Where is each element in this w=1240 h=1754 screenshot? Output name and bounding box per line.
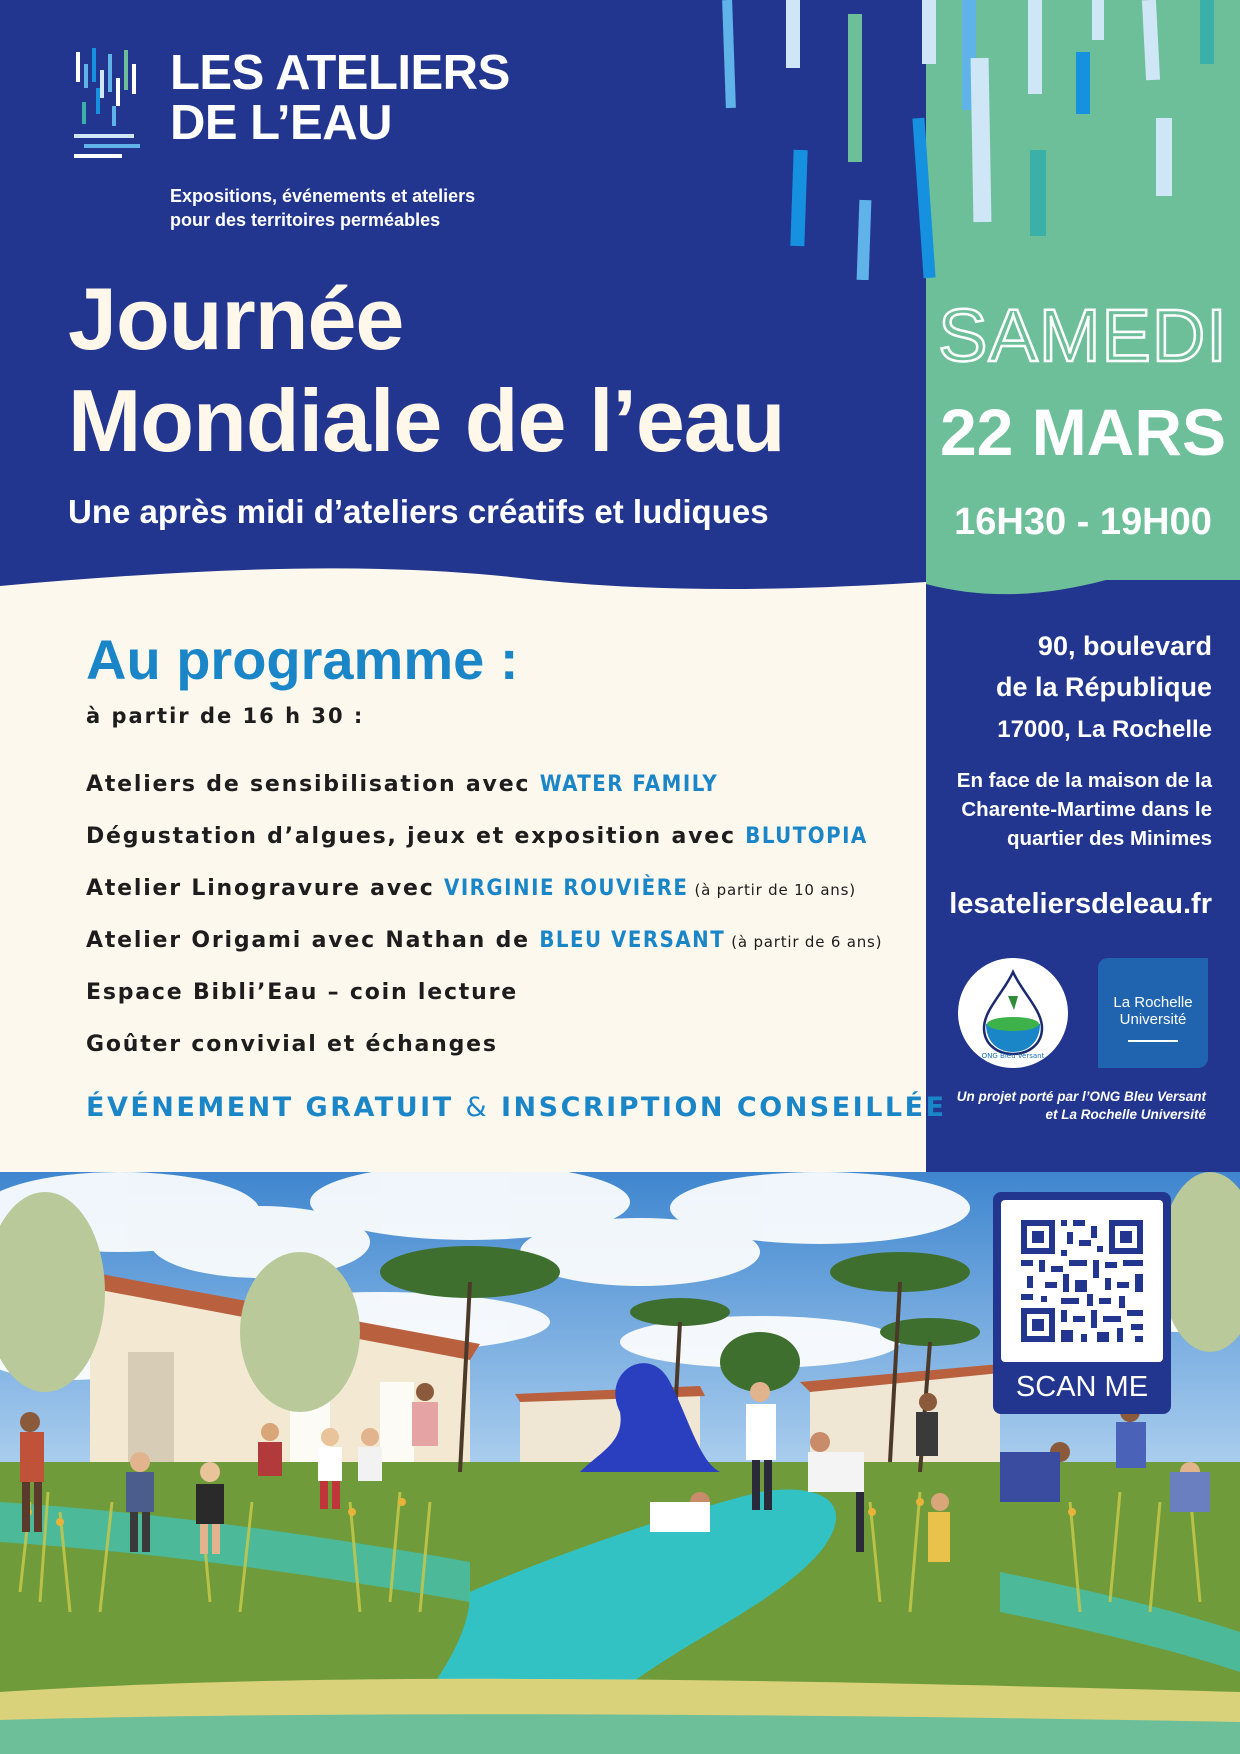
logo-title bbox=[170, 48, 510, 148]
logo-title-line1: LES ATELIERS bbox=[170, 46, 510, 100]
program-title: Au programme : bbox=[86, 628, 519, 691]
ampersand: & bbox=[465, 1092, 490, 1123]
event-date: 22 MARS bbox=[939, 395, 1227, 469]
location-note-line3: quartier des Minimes bbox=[1006, 827, 1212, 850]
event-day: SAMEDI bbox=[938, 294, 1228, 377]
water-drops-icon bbox=[74, 48, 144, 168]
program-item-partner: WATER FAMILY bbox=[539, 772, 719, 797]
program-item bbox=[86, 928, 916, 980]
program-item bbox=[86, 1032, 916, 1084]
location-note-line1: En face de la maison de la bbox=[956, 769, 1212, 792]
program-item bbox=[86, 876, 916, 928]
green-wave bbox=[926, 560, 1240, 610]
page-subtitle: Une après midi d’ateliers créatifs et ludiques bbox=[68, 493, 769, 530]
program-item bbox=[86, 980, 916, 1032]
program-item-age: (à partir de 10 ans) bbox=[694, 881, 856, 899]
rain-decoration bbox=[700, 0, 1240, 280]
program-item-text: Ateliers de sensibilisation avec bbox=[86, 772, 540, 797]
title-line2: Mondiale de l’eau bbox=[68, 371, 785, 470]
lru-name-line2: Université bbox=[1119, 1011, 1187, 1028]
program-item-partner: BLUTOPIA bbox=[745, 824, 868, 849]
logo-subtitle-line2: pour des territoires perméables bbox=[170, 210, 441, 230]
location-note bbox=[940, 766, 1212, 853]
credit-line2: et La Rochelle Université bbox=[1045, 1107, 1206, 1122]
program-item-partner: BLEU VERSANT bbox=[539, 928, 726, 953]
program-list bbox=[86, 772, 916, 1084]
logo-subtitle bbox=[170, 184, 530, 232]
program-item-partner: VIRGINIE ROUVIÈRE bbox=[444, 876, 689, 901]
event-hours: 16H30 - 19H00 bbox=[954, 501, 1212, 543]
program-item-age: (à partir de 6 ans) bbox=[731, 933, 883, 951]
address-line3: 17000, La Rochelle bbox=[997, 716, 1212, 743]
program-start-time: à partir de 16 h 30 : bbox=[86, 704, 365, 728]
event-address bbox=[940, 626, 1212, 752]
title-line1: Journée bbox=[68, 269, 404, 368]
project-credit bbox=[930, 1088, 1206, 1124]
registration-text: INSCRIPTION CONSEILLÉE bbox=[500, 1092, 947, 1123]
free-event-banner bbox=[86, 1092, 947, 1123]
address-line2: de la République bbox=[995, 672, 1212, 702]
ong-label: ONG Bleu Versant bbox=[981, 1052, 1045, 1060]
la-rochelle-universite-logo bbox=[1098, 958, 1208, 1068]
program-item-text: Dégustation d’algues, jeux et exposition avec bbox=[86, 824, 746, 849]
location-note-line2: Charente-Martime dans le bbox=[961, 798, 1212, 821]
qr-code-card[interactable] bbox=[993, 1192, 1171, 1414]
address-line1: 90, boulevard bbox=[1037, 631, 1212, 661]
qr-code[interactable] bbox=[1001, 1200, 1163, 1362]
lru-name-line1: La Rochelle bbox=[1113, 994, 1193, 1011]
program-item-text: Espace Bibli’Eau – coin lecture bbox=[86, 980, 518, 1005]
ong-bleu-versant-logo bbox=[958, 958, 1068, 1068]
ateliers-logo bbox=[74, 46, 514, 246]
qr-code-icon bbox=[1001, 1200, 1163, 1362]
program-item-text: Atelier Linogravure avec bbox=[86, 876, 444, 901]
program-item-text: Goûter convivial et échanges bbox=[86, 1032, 498, 1057]
logo-subtitle-line1: Expositions, événements et ateliers bbox=[170, 186, 476, 206]
lru-underline bbox=[1128, 1040, 1178, 1042]
program-item bbox=[86, 824, 916, 876]
free-event-text: ÉVÉNEMENT GRATUIT bbox=[86, 1092, 454, 1123]
program-item bbox=[86, 772, 916, 824]
scan-me-label: SCAN ME bbox=[1015, 1371, 1149, 1403]
website-link[interactable]: lesateliersdeleau.fr bbox=[949, 888, 1212, 920]
logo-title-line2: DE L’EAU bbox=[170, 96, 392, 150]
page-title bbox=[68, 268, 784, 472]
credit-line1: Un projet porté par l’ONG Bleu Versant bbox=[956, 1089, 1206, 1104]
program-item-text: Atelier Origami avec Nathan de bbox=[86, 928, 540, 953]
